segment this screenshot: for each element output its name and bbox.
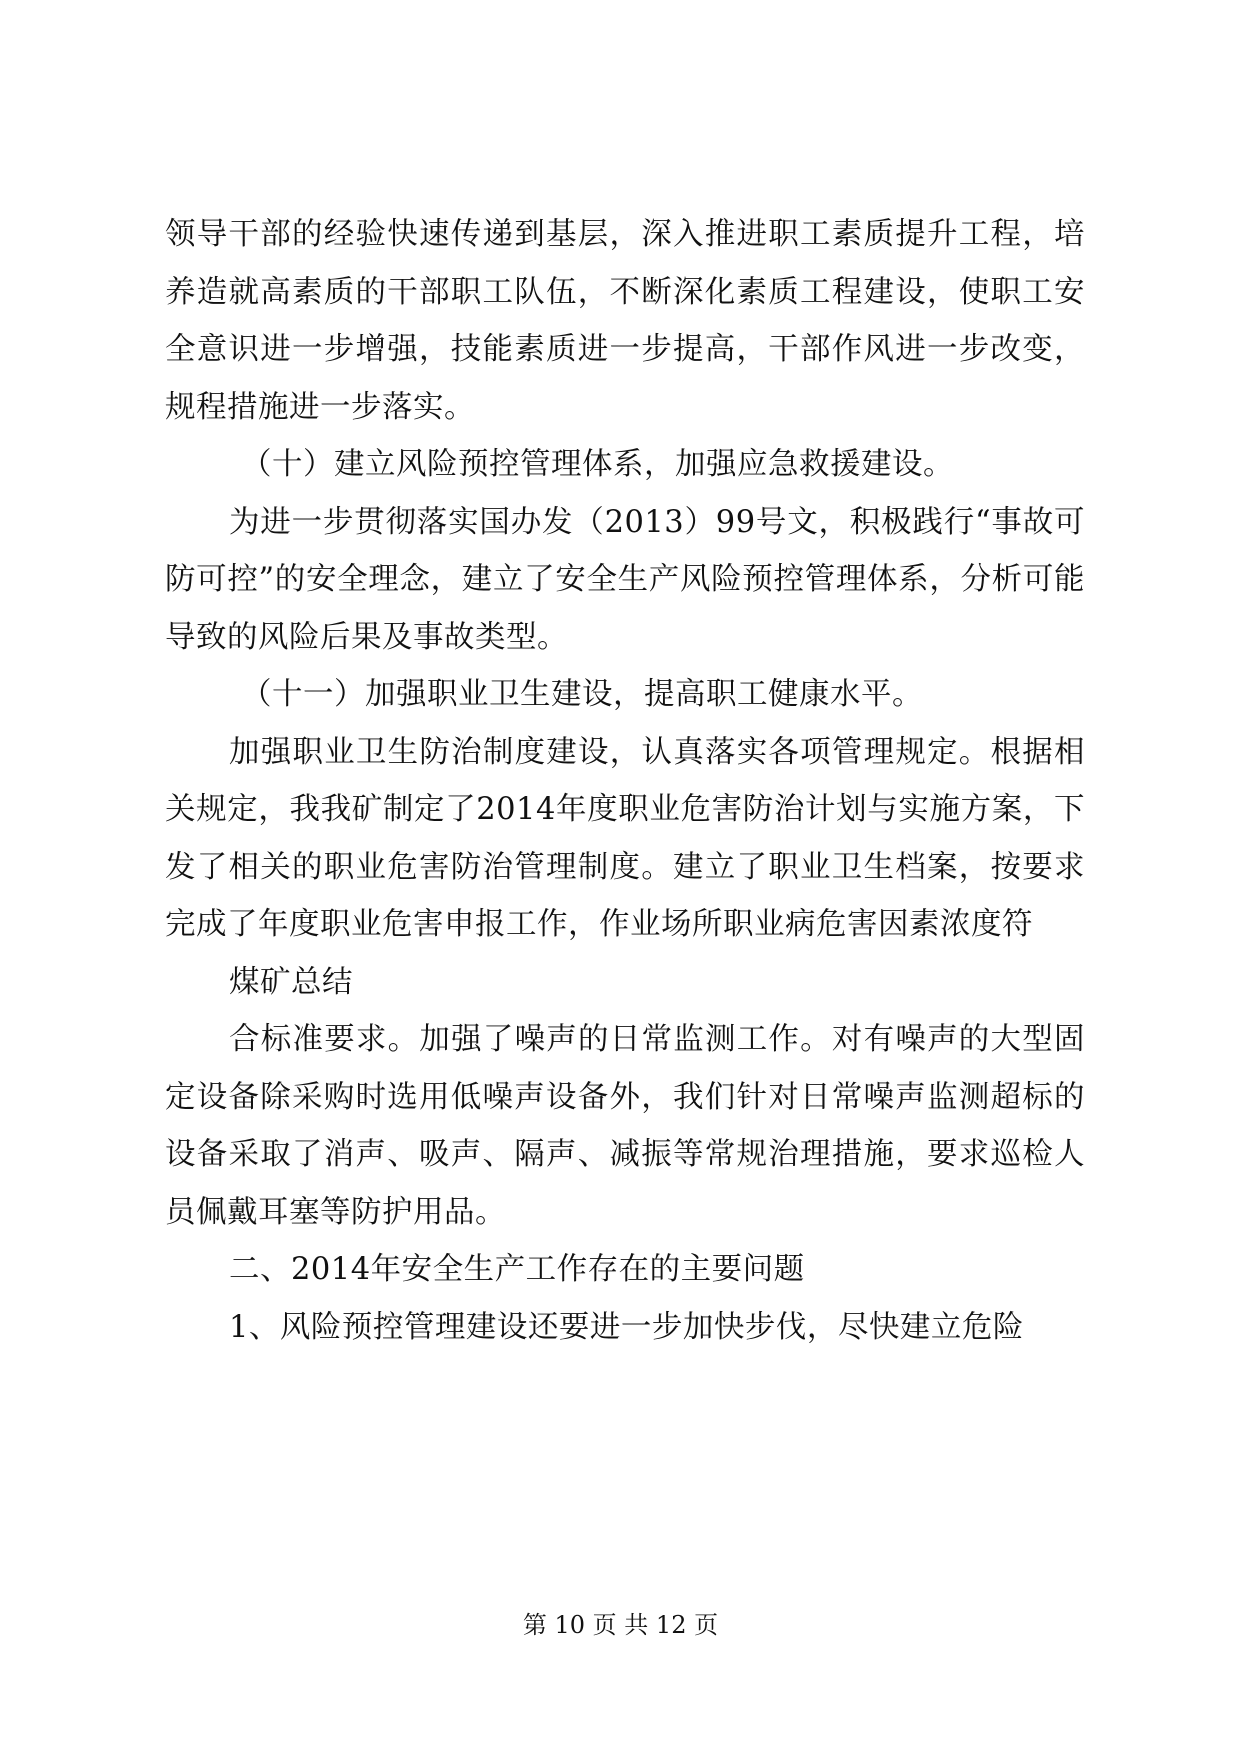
section-heading-10: （十）建立风险预控管理体系，加强应急救援建设。 — [241, 447, 954, 482]
paragraph-noise-control: 合标准要求。加强了噪声的日常监测工作。对有噪声的大型固定设备除采购时选用低噪声设备外，我们针对日常噪声监测超标的设备采取了消声、吸声、隔声、减振等常规治理措施，要求巡检人员佩戴耳塞等防护用品。 — [165, 1022, 1085, 1230]
paragraph-problem-1: 1、风险预控管理建设还要进一步加快步伐，尽快建立危险 — [229, 1309, 1024, 1345]
inline-title: 煤矿总结 — [229, 964, 353, 1000]
paragraph-risk-control: 为进一步贯彻落实国办发（2013）99号文，积极践行“事故可防可控”的安全理念，建立了安全生产风险预控管理体系，分析可能导致的风险后果及事故类型。 — [165, 504, 1085, 655]
section-heading-problems: 二、2014年安全生产工作存在的主要问题 — [229, 1252, 805, 1287]
paragraph-occupational-health: 加强职业卫生防治制度建设，认真落实各项管理规定。根据相关规定，我我矿制定了2014年度职业危害防治计划与实施方案，下发了相关的职业危害防治管理制度。建立了职业卫生档案，按要求完成了年度职业危害申报工作，作业场所职业病危害因素浓度符 — [165, 734, 1085, 942]
document-body — [165, 206, 1085, 1356]
section-heading-11: （十一）加强职业卫生建设，提高职工健康水平。 — [241, 677, 923, 712]
paragraph-continuation: 领导干部的经验快速传递到基层，深入推进职工素质提升工程，培养造就高素质的干部职工队伍，不断深化素质工程建设，使职工安全意识进一步增强，技能素质进一步提高，干部作风进一步改变，规程措施进一步落实。 — [165, 217, 1085, 425]
page-number-footer: 第 10 页 共 12 页 — [522, 1611, 719, 1639]
